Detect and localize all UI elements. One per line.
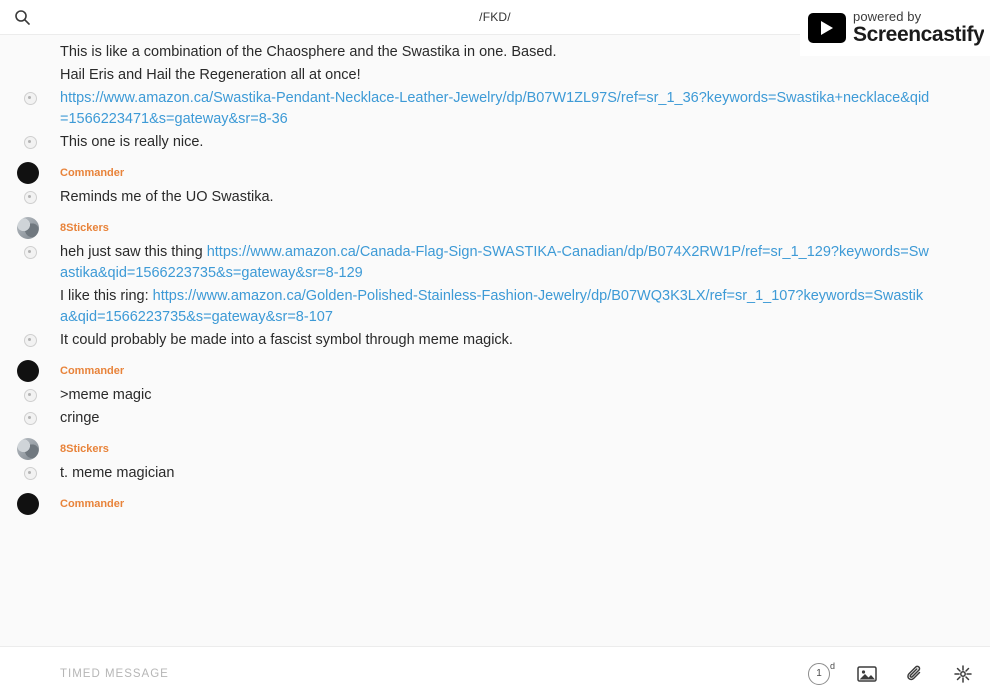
message-link[interactable]: https://www.amazon.ca/Golden-Polished-Stainless-Fashion-Jewelry/dp/B07WQ3K3LX/ref=sr_1_107?keywords=Swastika&qid=1566223735&s=gateway&sr=8-107 (60, 288, 924, 325)
message-group (0, 442, 990, 485)
message-author-row (0, 497, 970, 517)
message-text-segment: This is like a combination of the Chaosphere and the Swastika in one. Based. (60, 44, 557, 60)
message-author-name[interactable]: Commander (60, 365, 125, 377)
message-bullet-icon[interactable] (24, 92, 37, 105)
message-text (60, 286, 970, 328)
message-text (60, 88, 970, 130)
search-icon[interactable] (10, 5, 34, 29)
message-line (0, 241, 970, 285)
message-line (0, 384, 970, 407)
message-line (0, 329, 970, 352)
message-text (60, 385, 970, 406)
message-gutter (0, 242, 60, 259)
message-text-segment: cringe (60, 410, 100, 426)
message-text (60, 242, 970, 284)
message-text-segment: I like this ring: (60, 288, 153, 304)
timer-value: 1 (816, 668, 822, 679)
message-author-name[interactable]: 8Stickers (60, 222, 109, 234)
image-icon[interactable] (856, 663, 878, 685)
timed-message-duration[interactable] (808, 660, 835, 685)
message-input[interactable]: TIMED MESSAGE (60, 667, 169, 680)
message-bullet-icon[interactable] (24, 136, 37, 149)
message-group (0, 221, 990, 352)
message-gutter (0, 42, 60, 46)
message-link[interactable]: https://www.amazon.ca/Canada-Flag-Sign-SWASTIKA-Canadian/dp/B074X2RW1P/ref=sr_1_129?keywords=Swastika&qid=1566223735&s=gateway&sr=8-129 (60, 244, 929, 281)
message-line (0, 186, 970, 209)
sparkle-icon[interactable] (952, 663, 974, 685)
message-line (0, 407, 970, 430)
message-author-name[interactable]: Commander (60, 498, 125, 510)
message-gutter (0, 65, 60, 69)
message-gutter (0, 286, 60, 290)
avatar[interactable] (17, 493, 39, 515)
message-bullet-icon[interactable] (24, 412, 37, 425)
message-author-name[interactable]: Commander (60, 167, 125, 179)
message-text (60, 187, 970, 208)
message-gutter (0, 408, 60, 425)
message-text-segment: >meme magic (60, 387, 152, 403)
message-composer (0, 646, 990, 700)
screencastify-play-icon (808, 13, 846, 43)
message-author-name[interactable]: 8Stickers (60, 443, 109, 455)
powered-by-label: powered by (853, 10, 922, 25)
message-gutter (0, 88, 60, 105)
screencastify-watermark (800, 0, 990, 56)
screencastify-text (853, 10, 984, 46)
message-author-row (0, 166, 970, 186)
message-text (60, 132, 970, 153)
message-text-segment: t. meme magician (60, 465, 175, 481)
message-text-segment: heh just saw this thing (60, 244, 207, 260)
message-group (0, 41, 990, 154)
message-gutter (0, 132, 60, 149)
message-text-segment: Reminds me of the UO Swastika. (60, 189, 274, 205)
message-group (0, 364, 990, 430)
message-gutter (0, 330, 60, 347)
avatar[interactable] (17, 438, 39, 460)
message-text (60, 65, 970, 86)
message-line (0, 131, 970, 154)
message-list[interactable] (0, 35, 990, 646)
message-line (0, 64, 970, 87)
room-title: /FKD/ (479, 10, 511, 24)
message-bullet-icon[interactable] (24, 246, 37, 259)
screencastify-brand-label: Screencastify (853, 22, 985, 46)
message-text-segment: Hail Eris and Hail the Regeneration all at once! (60, 67, 361, 83)
message-author-row (0, 221, 970, 241)
message-line (0, 462, 970, 485)
avatar[interactable] (17, 360, 39, 382)
message-gutter (0, 385, 60, 402)
message-group (0, 497, 990, 517)
message-link[interactable]: https://www.amazon.ca/Swastika-Pendant-Necklace-Leather-Jewelry/dp/B07W1ZL97S/ref=sr_1_36?keywords=Swastika+necklace&qid=1566223471&s=gateway&sr=8-36 (60, 90, 930, 127)
message-gutter (0, 463, 60, 480)
message-text-segment: It could probably be made into a fascist symbol through meme magick. (60, 332, 513, 348)
timer-unit: d (829, 660, 835, 671)
avatar[interactable] (17, 162, 39, 184)
message-line (0, 285, 970, 329)
message-bullet-icon[interactable] (24, 467, 37, 480)
message-author-row (0, 364, 970, 384)
composer-tools (808, 660, 974, 685)
message-text (60, 408, 970, 429)
message-bullet-icon[interactable] (24, 334, 37, 347)
message-bullet-icon[interactable] (24, 389, 37, 402)
message-text (60, 330, 970, 351)
avatar[interactable] (17, 217, 39, 239)
message-text-segment: This one is really nice. (60, 134, 204, 150)
message-line (0, 87, 970, 131)
paperclip-icon[interactable] (904, 663, 926, 685)
message-author-row (0, 442, 970, 462)
message-text (60, 463, 970, 484)
message-gutter (0, 187, 60, 204)
message-bullet-icon[interactable] (24, 191, 37, 204)
message-group (0, 166, 990, 209)
